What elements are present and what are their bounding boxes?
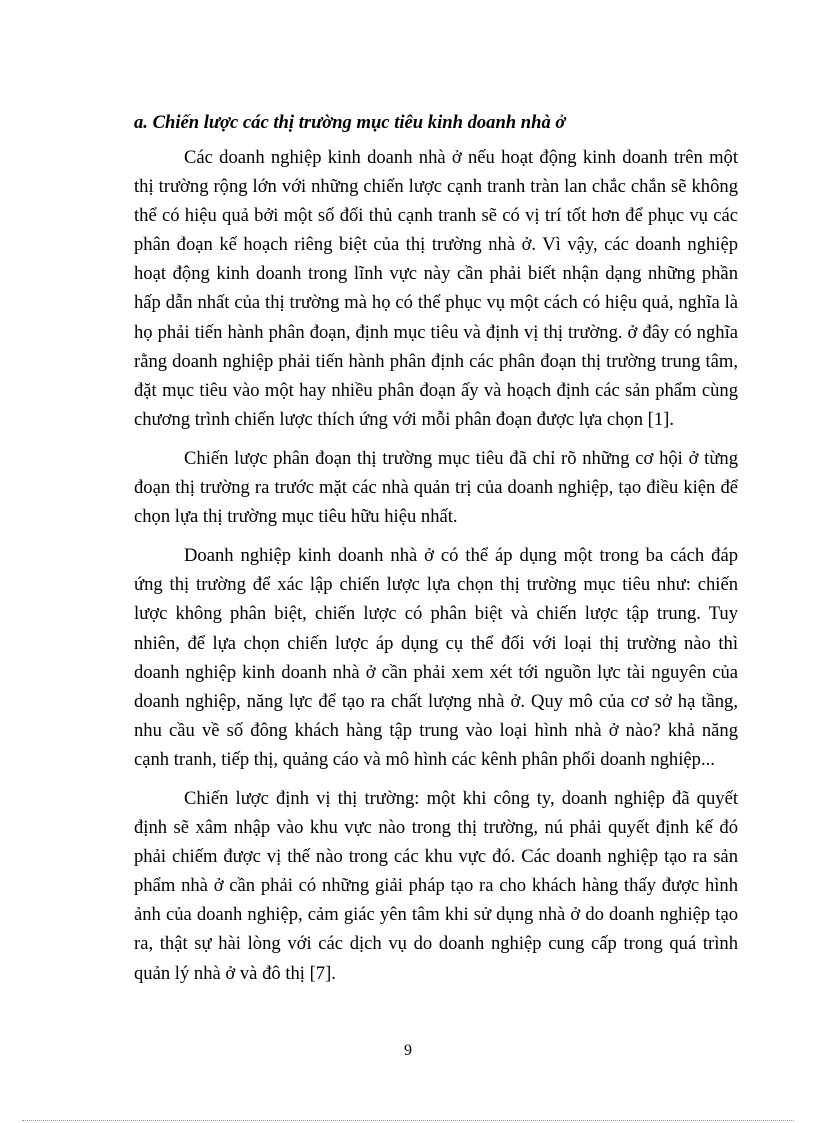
paragraph-2: Chiến lược phân đoạn thị trường mục tiêu đã chỉ rõ những cơ hội ở từng đoạn thị trường ra trước mặt các nhà quản trị của doanh nghiệp, tạo điều kiện để chọn lựa thị trường mục tiêu hữu hiệu nhất. bbox=[134, 447, 738, 528]
paragraph-1: Các doanh nghiệp kinh doanh nhà ở nếu hoạt động kinh doanh trên một thị trường rộng lớn với những chiến lược cạnh tranh tràn lan chắc chắn sẽ không thể có hiệu quả bởi một số đối thủ cạnh tranh sẽ có vị trí tốt hơn để phục vụ các phân đoạn kế hoạch riêng biệt của thị trường nhà ở. Vì vậy, các doanh nghiệp hoạt động kinh doanh trong lĩnh vực này cần phải biết nhận dạng những phần hấp dẫn nhất của thị trường mà họ có thể phục vụ một cách có hiệu quả, nghĩa là họ phải tiến hành phân đoạn, định mục tiêu và định vị thị trường. ở đây có nghĩa rằng doanh nghiệp phải tiến hành phân định các phân đoạn thị trường trung tâm, đặt mục tiêu vào một hay nhiều phân đoạn ấy và hoạch định các sản phẩm cùng chương trình chiến lược thích ứng với mỗi phân đoạn được lựa chọn [1]. bbox=[134, 147, 738, 430]
section-heading: a. Chiến lược các thị trường mục tiêu kinh doanh nhà ở bbox=[134, 112, 566, 133]
page-bottom-divider bbox=[22, 1120, 794, 1121]
paragraph-4: Chiến lược định vị thị trường: một khi công ty, doanh nghiệp đã quyết định sẽ xâm nhập vào khu vực nào trong thị trường, nú phải quyết định kế đó phải chiếm được vị thế nào trong các khu vực đó. Các doanh nghiệp tạo ra sản phẩm nhà ở cần phải có những giải pháp tạo ra cho khách hàng thấy được hình ảnh của doanh nghiệp, cảm giác yên tâm khi sử dụng nhà ở do doanh nghiệp tạo ra, thật sự hài lòng với các dịch vụ do doanh nghiệp cung cấp trong quá trình quản lý nhà ở và đô thị [7]. bbox=[134, 787, 738, 984]
paragraph-3: Doanh nghiệp kinh doanh nhà ở có thể áp dụng một trong ba cách đáp ứng thị trường để xác lập chiến lược lựa chọn thị trường mục tiêu như: chiến lược không phân biệt, chiến lược có phân biệt và chiến lược tập trung. Tuy nhiên, để lựa chọn chiến lược áp dụng cụ thể đối với loại thị trường nào thì doanh nghiệp kinh doanh nhà ở cần phải xem xét tới nguồn lực tài nguyên của doanh nghiệp, năng lực để tạo ra chất lượng nhà ở. Quy mô của cơ sở hạ tầng, nhu cầu về số đông khách hàng tập trung vào loại hình nhà ở nào? khả năng cạnh tranh, tiếp thị, quảng cáo và mô hình các kênh phân phối doanh nghiệp... bbox=[134, 545, 738, 770]
page-body bbox=[134, 108, 738, 998]
page-number: 9 bbox=[404, 1042, 412, 1059]
